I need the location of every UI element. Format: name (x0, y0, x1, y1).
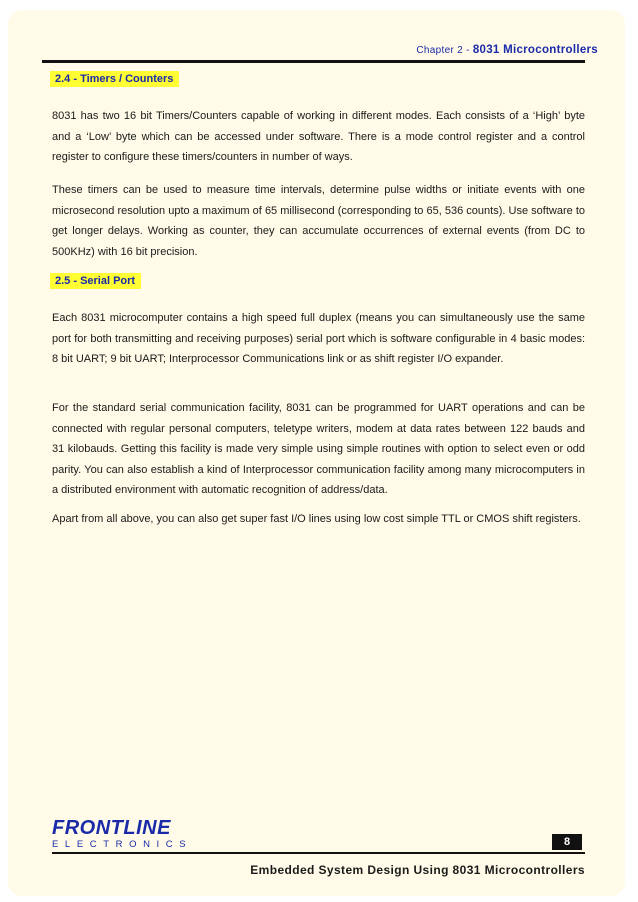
paragraph-timers-2: These timers can be used to measure time intervals, determine pulse widths or initiate events with one microsecond resolution upto a maximum of 65 millisecond (corresponding to 65, 536 counts). Use software to get longer delays. Working as counter, they can accumulate occurrences of external events (from DC to 500KHz) with 16 bit precision. (52, 184, 585, 258)
paragraph-serial-2: For the standard serial communication facility, 8031 can be programmed for UART operations and can be connected with regular personal computers, teletype writers, modem at data rates between 122 bauds and 31 kilobauds. Getting this facility is made very simple using simple routines with option to select even or odd parity. You can also establish a kind of Interprocessor communication facility among many microcomputers in a distributed environment with automatic recognition of address/data. (52, 402, 585, 496)
logo-subtitle: ELECTRONICS (52, 839, 193, 850)
page-number: 8 (552, 834, 582, 850)
chapter-header (416, 44, 598, 56)
footer-rule (52, 852, 585, 854)
paragraph-serial-1: Each 8031 microcomputer contains a high speed full duplex (means you can simultaneously use the same port for both transmitting and receiving purposes) serial port which is software configurable in 4 basic modes: 8 bit UART; 9 bit UART; Interprocessor Communications link or as shift register I/O expander. (52, 312, 585, 365)
section-heading-serial: 2.5 - Serial Port (50, 273, 141, 289)
chapter-title: 8031 Microcontrollers (472, 44, 598, 56)
book-title: Embedded System Design Using 8031 Microcontrollers (250, 863, 585, 877)
paragraph-timers-1: 8031 has two 16 bit Timers/Counters capable of working in different modes. Each consists of a ‘High’ byte and a ‘Low’ byte which can be accessed under software. There is a mode control register and a control register to configure these timers/counters in number of ways. (52, 110, 585, 163)
paragraph-serial-3: Apart from all above, you can also get super fast I/O lines using low cost simple TTL or CMOS shift registers. (52, 513, 581, 525)
section-heading-timers: 2.4 - Timers / Counters (50, 71, 179, 87)
chapter-label: Chapter 2 - (416, 45, 473, 56)
logo-name: FRONTLINE (52, 817, 171, 839)
frontline-logo (52, 818, 192, 851)
header-rule (42, 60, 585, 63)
